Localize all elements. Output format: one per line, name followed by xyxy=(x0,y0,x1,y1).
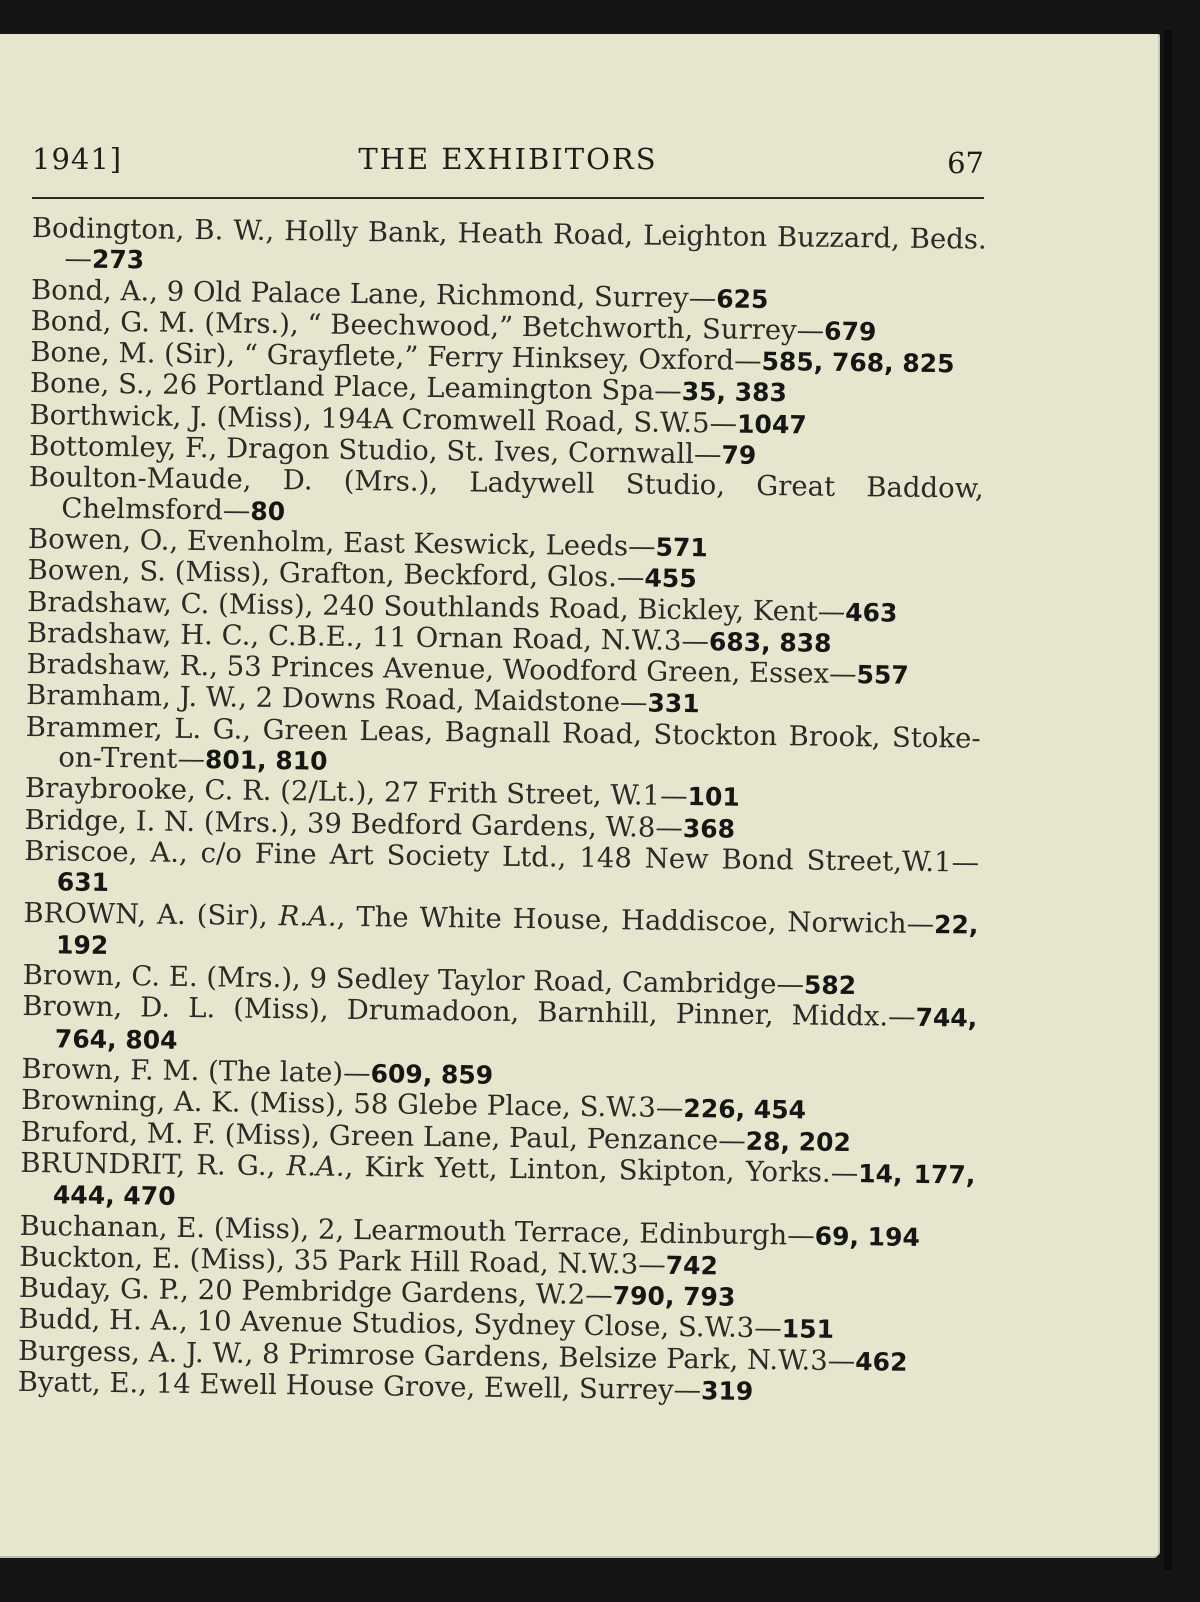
exhibitor-address: 53 Princes Avenue, Woodford Green, Essex xyxy=(226,650,830,690)
exhibitor-address: 11 Ornan Road, N.W.3 xyxy=(371,621,682,657)
exhibitor-entry: Bone, S., 26 Portland Place, Leamington Spa—35, 383 xyxy=(29,367,788,408)
exhibitor-entry: Boulton-Maude, D. (Mrs.), Ladywell Studio, Great Baddow, Chelmsford—80 xyxy=(28,461,984,527)
catalogue-numbers: 35, 383 xyxy=(681,377,788,408)
catalogue-numbers: 28, 202 xyxy=(745,1126,852,1157)
exhibitor-address: 27 Frith Street, W.1 xyxy=(383,776,661,813)
exhibitor-entry: Buday, G. P., 20 Pembridge Gardens, W.2—790, 793 xyxy=(18,1272,736,1312)
exhibitor-entry: Briscoe, A., c/o Fine Art Society Ltd., 148 New Bond Street,W.1—631 xyxy=(24,834,980,898)
exhibitor-entry: Brown, D. L. (Miss), Drumadoon, Barnhill, Pinner, Middx.—744, 764, 804 xyxy=(22,990,978,1055)
exhibitor-address: 58 Glebe Place, S.W.3 xyxy=(353,1088,657,1125)
catalogue-numbers: 679 xyxy=(823,316,877,347)
exhibitor-address: 194A Cromwell Road, S.W.5 xyxy=(320,402,710,440)
exhibitor-entry: Bradshaw, C. (Miss), 240 Southlands Road, Bickley, Kent—463 xyxy=(27,585,898,628)
exhibitor-name: Brown, F. M. (The late) xyxy=(21,1052,344,1089)
exhibitor-name: Byatt, E. xyxy=(17,1365,139,1400)
exhibitor-entry: Bramham, J. W., 2 Downs Road, Maidstone—331 xyxy=(25,679,700,720)
exhibitor-address: 26 Portland Place, Leamington Spa xyxy=(162,369,655,408)
exhibitor-address: 9 Sedley Taylor Road, Cambridge xyxy=(309,962,777,1001)
exhibitor-address: The White House, Haddiscoe, Norwich xyxy=(356,900,907,940)
exhibitor-address: 9 Old Palace Lane, Richmond, Surrey xyxy=(166,275,689,314)
exhibitor-entry: Brown, C. E. (Mrs.), 9 Sedley Taylor Road, Cambridge—582 xyxy=(22,959,857,1001)
exhibitor-name: Bramham, J. W. xyxy=(25,679,239,715)
exhibitor-address: Ladywell Studio, Great Baddow, Chelmsford xyxy=(61,466,984,527)
exhibitor-honour: R.A. xyxy=(286,1150,345,1183)
exhibitor-address: Green Leas, Bagnall Road, Stockton Brook, Stoke-on-Trent xyxy=(58,713,981,775)
catalogue-numbers: 151 xyxy=(781,1314,835,1345)
exhibitor-name: Brammer, L. G. xyxy=(25,710,243,746)
exhibitor-entry: Bone, M. (Sir), “ Grayflete,” Ferry Hinksey, Oxford—585, 768, 825 xyxy=(30,336,955,379)
page-title: THE EXHIBITORS xyxy=(358,142,658,176)
exhibitor-entry: Bruford, M. F. (Miss), Green Lane, Paul, Penzance—28, 202 xyxy=(20,1115,852,1157)
catalogue-numbers: 79 xyxy=(721,440,757,470)
exhibitor-address: 8 Primrose Gardens, Belsize Park, N.W.3 xyxy=(261,1337,828,1377)
exhibitor-entry: Bond, A., 9 Old Palace Lane, Richmond, Surrey—625 xyxy=(30,273,769,314)
catalogue-numbers: 582 xyxy=(803,970,857,1001)
exhibitor-entry: Brown, F. M. (The late)—609, 859 xyxy=(21,1052,494,1090)
exhibitor-address: “ Grayflete,” Ferry Hinksey, Oxford xyxy=(243,338,735,377)
exhibitor-name: Brown, C. E. (Mrs.) xyxy=(22,959,293,995)
exhibitor-name: Bond, G. M. (Mrs.) xyxy=(30,304,291,341)
catalogue-numbers: 319 xyxy=(700,1376,754,1406)
exhibitor-address: Holly Bank, Heath Road, Leighton Buzzard, Beds. xyxy=(284,215,987,256)
exhibitor-entry: Bradshaw, R., 53 Princes Avenue, Woodford Green, Essex—557 xyxy=(26,648,909,691)
catalogue-numbers: 80 xyxy=(250,496,286,526)
exhibitor-name: Buday, G. P. xyxy=(18,1272,181,1306)
exhibitor-address: “ Beechwood,” Betchworth, Surrey xyxy=(307,308,797,347)
exhibitor-name: Bowen, O. xyxy=(27,522,170,557)
exhibitor-name: Bradshaw, R. xyxy=(26,648,210,683)
catalogue-numbers: 1047 xyxy=(736,409,807,440)
catalogue-numbers: 462 xyxy=(855,1346,908,1377)
exhibitor-name: Braybrooke, C. R. (2/Lt.) xyxy=(24,772,367,809)
exhibitor-name: Browning, A. K. (Miss) xyxy=(20,1084,337,1121)
catalogue-numbers: 585, 768, 825 xyxy=(761,347,955,379)
exhibitor-name: Budd, H. A. xyxy=(18,1303,180,1338)
exhibitor-entry: Buchanan, E. (Miss), 2, Learmouth Terrace, Edinburgh—69, 194 xyxy=(19,1209,921,1252)
exhibitor-name: Bridge, I. N. (Mrs.) xyxy=(24,803,290,839)
exhibitor-address: c/o Fine Art Society Ltd., 148 New Bond Street,W.1 xyxy=(200,837,952,879)
exhibitor-address: Drumadoon, Barnhill, Pinner, Middx. xyxy=(346,994,889,1033)
running-header xyxy=(32,142,984,182)
catalogue-numbers: 801, 810 xyxy=(204,745,328,776)
catalogue-numbers: 631 xyxy=(56,867,110,898)
exhibitor-name: BRUNDRIT, R. G. xyxy=(20,1146,267,1182)
exhibitor-entry: Braybrooke, C. R. (2/Lt.), 27 Frith Street, W.1—101 xyxy=(24,772,740,813)
exhibitor-address: 35 Park Hill Road, N.W.3 xyxy=(293,1244,639,1281)
catalogue-numbers: 331 xyxy=(647,689,700,719)
header-year: 1941] xyxy=(32,142,123,176)
exhibitor-address: Kirk Yett, Linton, Skipton, Yorks. xyxy=(364,1151,831,1189)
catalogue-numbers: 557 xyxy=(856,660,909,690)
exhibitor-entry: Byatt, E., 14 Ewell House Grove, Ewell, Surrey—319 xyxy=(17,1365,754,1407)
exhibitor-name: Bottomley, F. xyxy=(28,430,209,465)
catalogue-numbers: 368 xyxy=(682,813,736,844)
header-rule xyxy=(32,197,984,199)
exhibitor-name: Bowen, S. (Miss) xyxy=(27,554,262,590)
catalogue-numbers: 226, 454 xyxy=(683,1094,807,1125)
exhibitor-entry: Bond, G. M. (Mrs.), “ Beechwood,” Betchworth, Surrey—679 xyxy=(30,304,877,347)
exhibitor-address: 240 Southlands Road, Bickley, Kent xyxy=(322,589,818,628)
catalogue-numbers: 625 xyxy=(716,283,769,314)
catalogue-numbers: 790, 793 xyxy=(612,1281,736,1312)
exhibitor-name: Buchanan, E. (Miss) xyxy=(19,1209,301,1245)
exhibitor-entry: Bowen, O., Evenholm, East Keswick, Leeds—571 xyxy=(27,522,708,563)
exhibitor-entry: Buckton, E. (Miss), 35 Park Hill Road, N.W.3—742 xyxy=(19,1240,719,1281)
catalogue-numbers: 463 xyxy=(845,597,898,628)
exhibitor-entry: Bridge, I. N. (Mrs.), 39 Bedford Gardens, W.8—368 xyxy=(24,803,736,844)
exhibitor-name: Bodington, B. W. xyxy=(31,212,266,247)
exhibitor-name: Bond, A. xyxy=(30,273,150,308)
catalogue-numbers: 14, 177, 444, 470 xyxy=(52,1159,976,1212)
exhibitor-name: Bradshaw, H. C., C.B.E. xyxy=(26,616,355,653)
exhibitor-address: 20 Pembridge Gardens, W.2 xyxy=(197,1274,586,1311)
exhibitor-entry: Bottomley, F., Dragon Studio, St. Ives, Cornwall—79 xyxy=(28,430,757,471)
exhibitor-name: Bone, M. (Sir) xyxy=(30,336,227,371)
exhibitor-list xyxy=(18,213,987,1410)
catalogue-numbers: 742 xyxy=(665,1250,719,1281)
exhibitor-name: Bruford, M. F. (Miss) xyxy=(20,1115,312,1152)
book-binding-edge xyxy=(1164,30,1172,1570)
exhibitor-honour: R.A. xyxy=(278,899,337,933)
exhibitor-entry: Bowen, S. (Miss), Grafton, Beckford, Glos.—455 xyxy=(27,554,697,594)
catalogue-numbers: 683, 838 xyxy=(708,627,832,658)
exhibitor-address: Green Lane, Paul, Penzance xyxy=(328,1119,719,1157)
exhibitor-address: Evenholm, East Keswick, Leeds xyxy=(186,524,629,563)
exhibitor-address: Grafton, Beckford, Glos. xyxy=(278,557,618,594)
exhibitor-name: Bone, S. xyxy=(29,367,145,401)
catalogue-numbers: 101 xyxy=(687,782,740,813)
exhibitor-address: 2, Learmouth Terrace, Edinburgh xyxy=(317,1213,788,1251)
catalogue-numbers: 609, 859 xyxy=(370,1059,494,1090)
exhibitor-entry: Borthwick, J. (Miss), 194A Cromwell Road, S.W.5—1047 xyxy=(29,398,807,440)
exhibitor-entry: Burgess, A. J. W., 8 Primrose Gardens, Belsize Park, N.W.3—462 xyxy=(17,1334,908,1377)
page-number: 67 xyxy=(947,146,984,180)
exhibitor-entry: Budd, H. A., 10 Avenue Studios, Sydney Close, S.W.3—151 xyxy=(18,1303,835,1345)
catalogue-numbers: 22, 192 xyxy=(55,909,979,960)
exhibitor-entry: Bodington, B. W., Holly Bank, Heath Road, Leighton Buzzard, Beds.—273 xyxy=(31,212,987,276)
exhibitor-entry: Brammer, L. G., Green Leas, Bagnall Road, Stockton Brook, Stoke-on-Trent—801, 810 xyxy=(25,710,981,776)
exhibitor-name: BROWN, A. (Sir) xyxy=(23,896,260,932)
exhibitor-address: 14 Ewell House Grove, Ewell, Surrey xyxy=(155,1367,674,1406)
exhibitor-entry: Bradshaw, H. C., C.B.E., 11 Ornan Road, N.W.3—683, 838 xyxy=(26,616,832,658)
exhibitor-name: Boulton-Maude, D. (Mrs.) xyxy=(28,461,430,499)
catalogue-numbers: 744, 764, 804 xyxy=(54,1003,978,1055)
exhibitor-name: Borthwick, J. (Miss) xyxy=(29,398,304,435)
exhibitor-name: Briscoe, A. xyxy=(24,834,180,869)
catalogue-numbers: 69, 194 xyxy=(814,1221,921,1252)
exhibitor-name: Buckton, E. (Miss) xyxy=(19,1240,277,1276)
exhibitor-name: Burgess, A. J. W. xyxy=(17,1334,245,1370)
catalogue-numbers: 571 xyxy=(655,532,708,563)
exhibitor-name: Brown, D. L. (Miss) xyxy=(22,990,321,1026)
exhibitor-address: 10 Avenue Studios, Sydney Close, S.W.3 xyxy=(196,1305,755,1345)
catalogue-numbers: 273 xyxy=(91,245,145,275)
exhibitor-entry: Browning, A. K. (Miss), 58 Glebe Place, S.W.3—226, 454 xyxy=(20,1084,807,1125)
exhibitor-entry: BROWN, A. (Sir), R.A., The White House, Haddiscoe, Norwich—22, 192 xyxy=(23,896,979,960)
exhibitor-address: 39 Bedford Gardens, W.8 xyxy=(306,807,656,844)
exhibitor-address: 2 Downs Road, Maidstone xyxy=(255,682,621,719)
exhibitor-name: Bradshaw, C. (Miss) xyxy=(27,585,305,621)
exhibitor-entry: BRUNDRIT, R. G., R.A., Kirk Yett, Linton, Skipton, Yorks.—14, 177, 444, 470 xyxy=(20,1146,976,1212)
catalogue-numbers: 455 xyxy=(644,563,697,594)
exhibitor-address: Dragon Studio, St. Ives, Cornwall xyxy=(225,432,695,471)
